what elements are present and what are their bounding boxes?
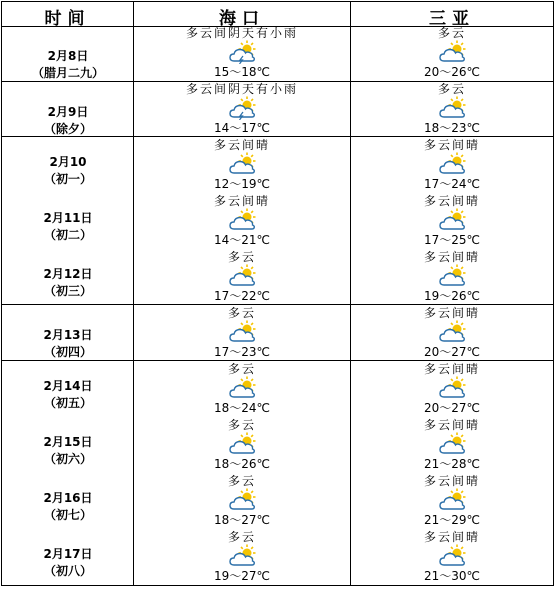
partly-cloudy-icon (437, 320, 467, 344)
condition-text: 多云 (227, 306, 256, 320)
temperature-range: 21～29℃ (423, 513, 481, 527)
condition-text: 多云间晴 (423, 474, 480, 488)
temperature-range: 19～27℃ (213, 569, 271, 583)
forecast-cell-haikou (134, 362, 350, 418)
temperature-range: 14～17℃ (213, 121, 271, 135)
date-label: 2月16日 (43, 491, 93, 505)
partly-cloudy-icon (227, 208, 257, 232)
lunar-date-label: （初三） (43, 284, 92, 298)
lunar-date-label: （除夕） (43, 122, 92, 136)
temperature-range: 18～23℃ (423, 121, 481, 135)
partly-cloudy-icon (437, 264, 467, 288)
date-label: 2月13日 (43, 328, 93, 342)
condition-text: 多云间阴天有小雨 (185, 26, 298, 40)
date-cell (2, 490, 134, 524)
partly-cloudy-icon (437, 432, 467, 456)
date-cell (2, 154, 134, 188)
date-label: 2月11日 (43, 211, 93, 225)
forecast-cell-haikou (134, 306, 350, 362)
forecast-cell-sanya (351, 138, 553, 194)
condition-text: 多云 (227, 530, 256, 544)
forecast-cell-sanya (351, 26, 553, 82)
forecast-cell-sanya (351, 82, 553, 138)
lunar-date-label: （初四） (43, 345, 92, 359)
temperature-range: 17～25℃ (423, 233, 481, 247)
date-label: 2月10 (49, 155, 87, 169)
condition-text: 多云间晴 (423, 418, 480, 432)
date-cell (2, 378, 134, 412)
partly-cloudy-icon (437, 488, 467, 512)
lunar-date-label: （初一） (43, 172, 92, 186)
temperature-range: 21～28℃ (423, 457, 481, 471)
date-label: 2月9日 (47, 105, 89, 119)
partly-cloudy-icon (437, 208, 467, 232)
lunar-date-label: （初八） (43, 564, 92, 578)
header-sanya: 三亚 (429, 9, 475, 29)
temperature-range: 15～18℃ (213, 65, 271, 79)
temperature-range: 19～26℃ (423, 289, 481, 303)
partly-cloudy-icon (437, 96, 467, 120)
temperature-range: 17～22℃ (213, 289, 271, 303)
forecast-cell-sanya (351, 250, 553, 306)
forecast-cell-haikou (134, 194, 350, 250)
lunar-date-label: （腊月二九） (31, 66, 104, 80)
date-cell (2, 104, 134, 138)
partly-cloudy-icon (227, 488, 257, 512)
cloud-rain-icon (227, 40, 257, 64)
partly-cloudy-icon (227, 544, 257, 568)
forecast-cell-sanya (351, 362, 553, 418)
temperature-range: 12～19℃ (213, 177, 271, 191)
condition-text: 多云 (227, 418, 256, 432)
condition-text: 多云 (227, 362, 256, 376)
temperature-range: 18～24℃ (213, 401, 271, 415)
forecast-table (1, 1, 554, 586)
forecast-cell-sanya (351, 418, 553, 474)
temperature-range: 18～27℃ (213, 513, 271, 527)
date-cell (2, 434, 134, 468)
lunar-date-label: （初七） (43, 508, 92, 522)
condition-text: 多云 (437, 82, 466, 96)
date-label: 2月8日 (47, 49, 89, 63)
forecast-cell-haikou (134, 82, 350, 138)
condition-text: 多云间晴 (423, 362, 480, 376)
lunar-date-label: （初五） (43, 396, 92, 410)
forecast-cell-haikou (134, 474, 350, 530)
forecast-cell-sanya (351, 194, 553, 250)
condition-text: 多云间晴 (423, 530, 480, 544)
date-cell (2, 266, 134, 300)
condition-text: 多云间晴 (423, 306, 480, 320)
partly-cloudy-icon (437, 152, 467, 176)
condition-text: 多云 (227, 474, 256, 488)
condition-text: 多云间晴 (423, 194, 480, 208)
lunar-date-label: （初二） (43, 228, 92, 242)
date-cell (2, 210, 134, 244)
partly-cloudy-icon (437, 544, 467, 568)
temperature-range: 20～27℃ (423, 345, 481, 359)
date-cell (2, 546, 134, 580)
header-time: 时间 (44, 9, 91, 29)
forecast-cell-haikou (134, 530, 350, 586)
temperature-range: 17～23℃ (213, 345, 271, 359)
condition-text: 多云间晴 (213, 138, 270, 152)
condition-text: 多云间阴天有小雨 (185, 82, 298, 96)
forecast-cell-haikou (134, 26, 350, 82)
date-label: 2月15日 (43, 435, 93, 449)
forecast-cell-haikou (134, 138, 350, 194)
temperature-range: 17～24℃ (423, 177, 481, 191)
date-cell (2, 327, 134, 361)
forecast-cell-haikou (134, 250, 350, 306)
partly-cloudy-icon (227, 264, 257, 288)
temperature-range: 18～26℃ (213, 457, 271, 471)
partly-cloudy-icon (227, 432, 257, 456)
cloud-rain-icon (227, 96, 257, 120)
partly-cloudy-icon (227, 376, 257, 400)
forecast-cell-sanya (351, 306, 553, 362)
temperature-range: 20～26℃ (423, 65, 481, 79)
temperature-range: 14～21℃ (213, 233, 271, 247)
date-cell (2, 48, 134, 82)
forecast-cell-sanya (351, 530, 553, 586)
condition-text: 多云 (227, 250, 256, 264)
lunar-date-label: （初六） (43, 452, 92, 466)
partly-cloudy-icon (227, 320, 257, 344)
condition-text: 多云间晴 (423, 138, 480, 152)
date-label: 2月17日 (43, 547, 93, 561)
temperature-range: 21～30℃ (423, 569, 481, 583)
condition-text: 多云 (437, 26, 466, 40)
partly-cloudy-icon (227, 152, 257, 176)
forecast-cell-sanya (351, 474, 553, 530)
forecast-cell-haikou (134, 418, 350, 474)
condition-text: 多云间晴 (423, 250, 480, 264)
partly-cloudy-icon (437, 376, 467, 400)
condition-text: 多云间晴 (213, 194, 270, 208)
partly-cloudy-icon (437, 40, 467, 64)
date-label: 2月14日 (43, 379, 93, 393)
date-label: 2月12日 (43, 267, 93, 281)
header-haikou: 海口 (219, 9, 265, 29)
temperature-range: 20～27℃ (423, 401, 481, 415)
